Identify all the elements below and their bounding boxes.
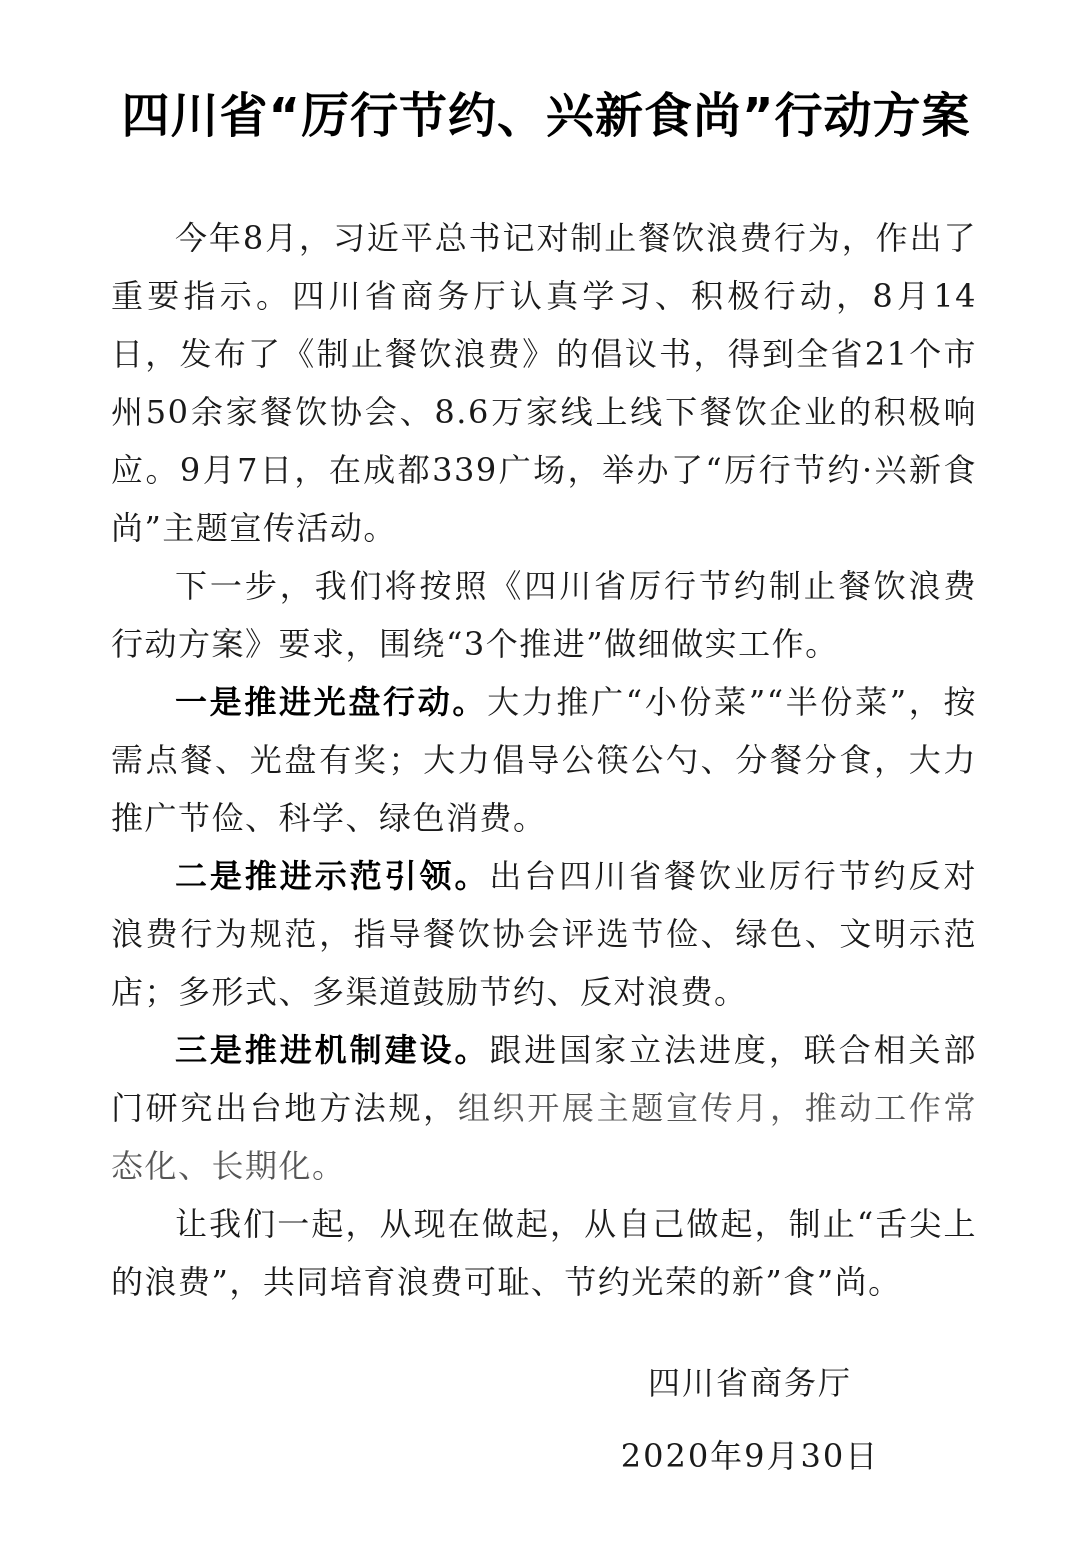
- paragraph-point-three: [111, 1021, 977, 1195]
- paragraph-point-one: [111, 673, 977, 847]
- document-title: 四川省“厉行节约、兴新食尚”行动方案: [121, 88, 971, 144]
- paragraph-text: 出台四川省餐饮业厉行节约反对浪费行为规范，指导餐饮协会评选节俭、绿色、文明示范店；多形式、多渠道鼓励节约、反对浪费。: [111, 857, 977, 1011]
- paragraph-text: 下一步，我们将按照《四川省厉行节约制止餐饮浪费行动方案》要求，围绕“3个推进”做细做实工作。: [111, 567, 977, 663]
- paragraph-intro: [111, 209, 977, 557]
- paragraph-text: 今年8月，习近平总书记对制止餐饮浪费行为，作出了重要指示。四川省商务厅认真学习、积极行动，8月14日，发布了《制止餐饮浪费》的倡议书，得到全省21个市州50余家餐饮协会、8.6万家线上线下餐饮企业的积极响应。9月7日，在成都339广场，举办了“厉行节约·兴新食尚”主题宣传活动。: [111, 219, 977, 547]
- paragraph-lead: 二是推进示范引领。: [175, 857, 490, 895]
- paragraph-closing: [111, 1195, 977, 1311]
- paragraph-lead: 三是推进机制建设。: [175, 1031, 490, 1069]
- paragraph-point-two: [111, 847, 977, 1021]
- signature-date: 2020年9月30日: [620, 1437, 880, 1475]
- paragraph-text: 大力推广“小份菜”“半份菜”，按需点餐、光盘有奖；大力倡导公筷公勺、分餐分食，大力推广节俭、科学、绿色消费。: [111, 683, 977, 837]
- paragraph-text-muted: 组织开展主题宣传月，推动工作常态化、长期化。: [111, 1089, 977, 1185]
- signature-organization: 四川省商务厅: [647, 1364, 852, 1402]
- paragraph-text: 跟进国家立法进度，联合相关部门研究出台地方法规，: [111, 1031, 977, 1127]
- paragraph-lead: 一是推进光盘行动。: [175, 683, 488, 721]
- paragraph-text: 让我们一起，从现在做起，从自己做起，制止“舌尖上的浪费”，共同培育浪费可耻、节约光荣的新”食”尚。: [111, 1205, 977, 1301]
- document-body: [111, 209, 977, 1311]
- paragraph-next-step: [111, 557, 977, 673]
